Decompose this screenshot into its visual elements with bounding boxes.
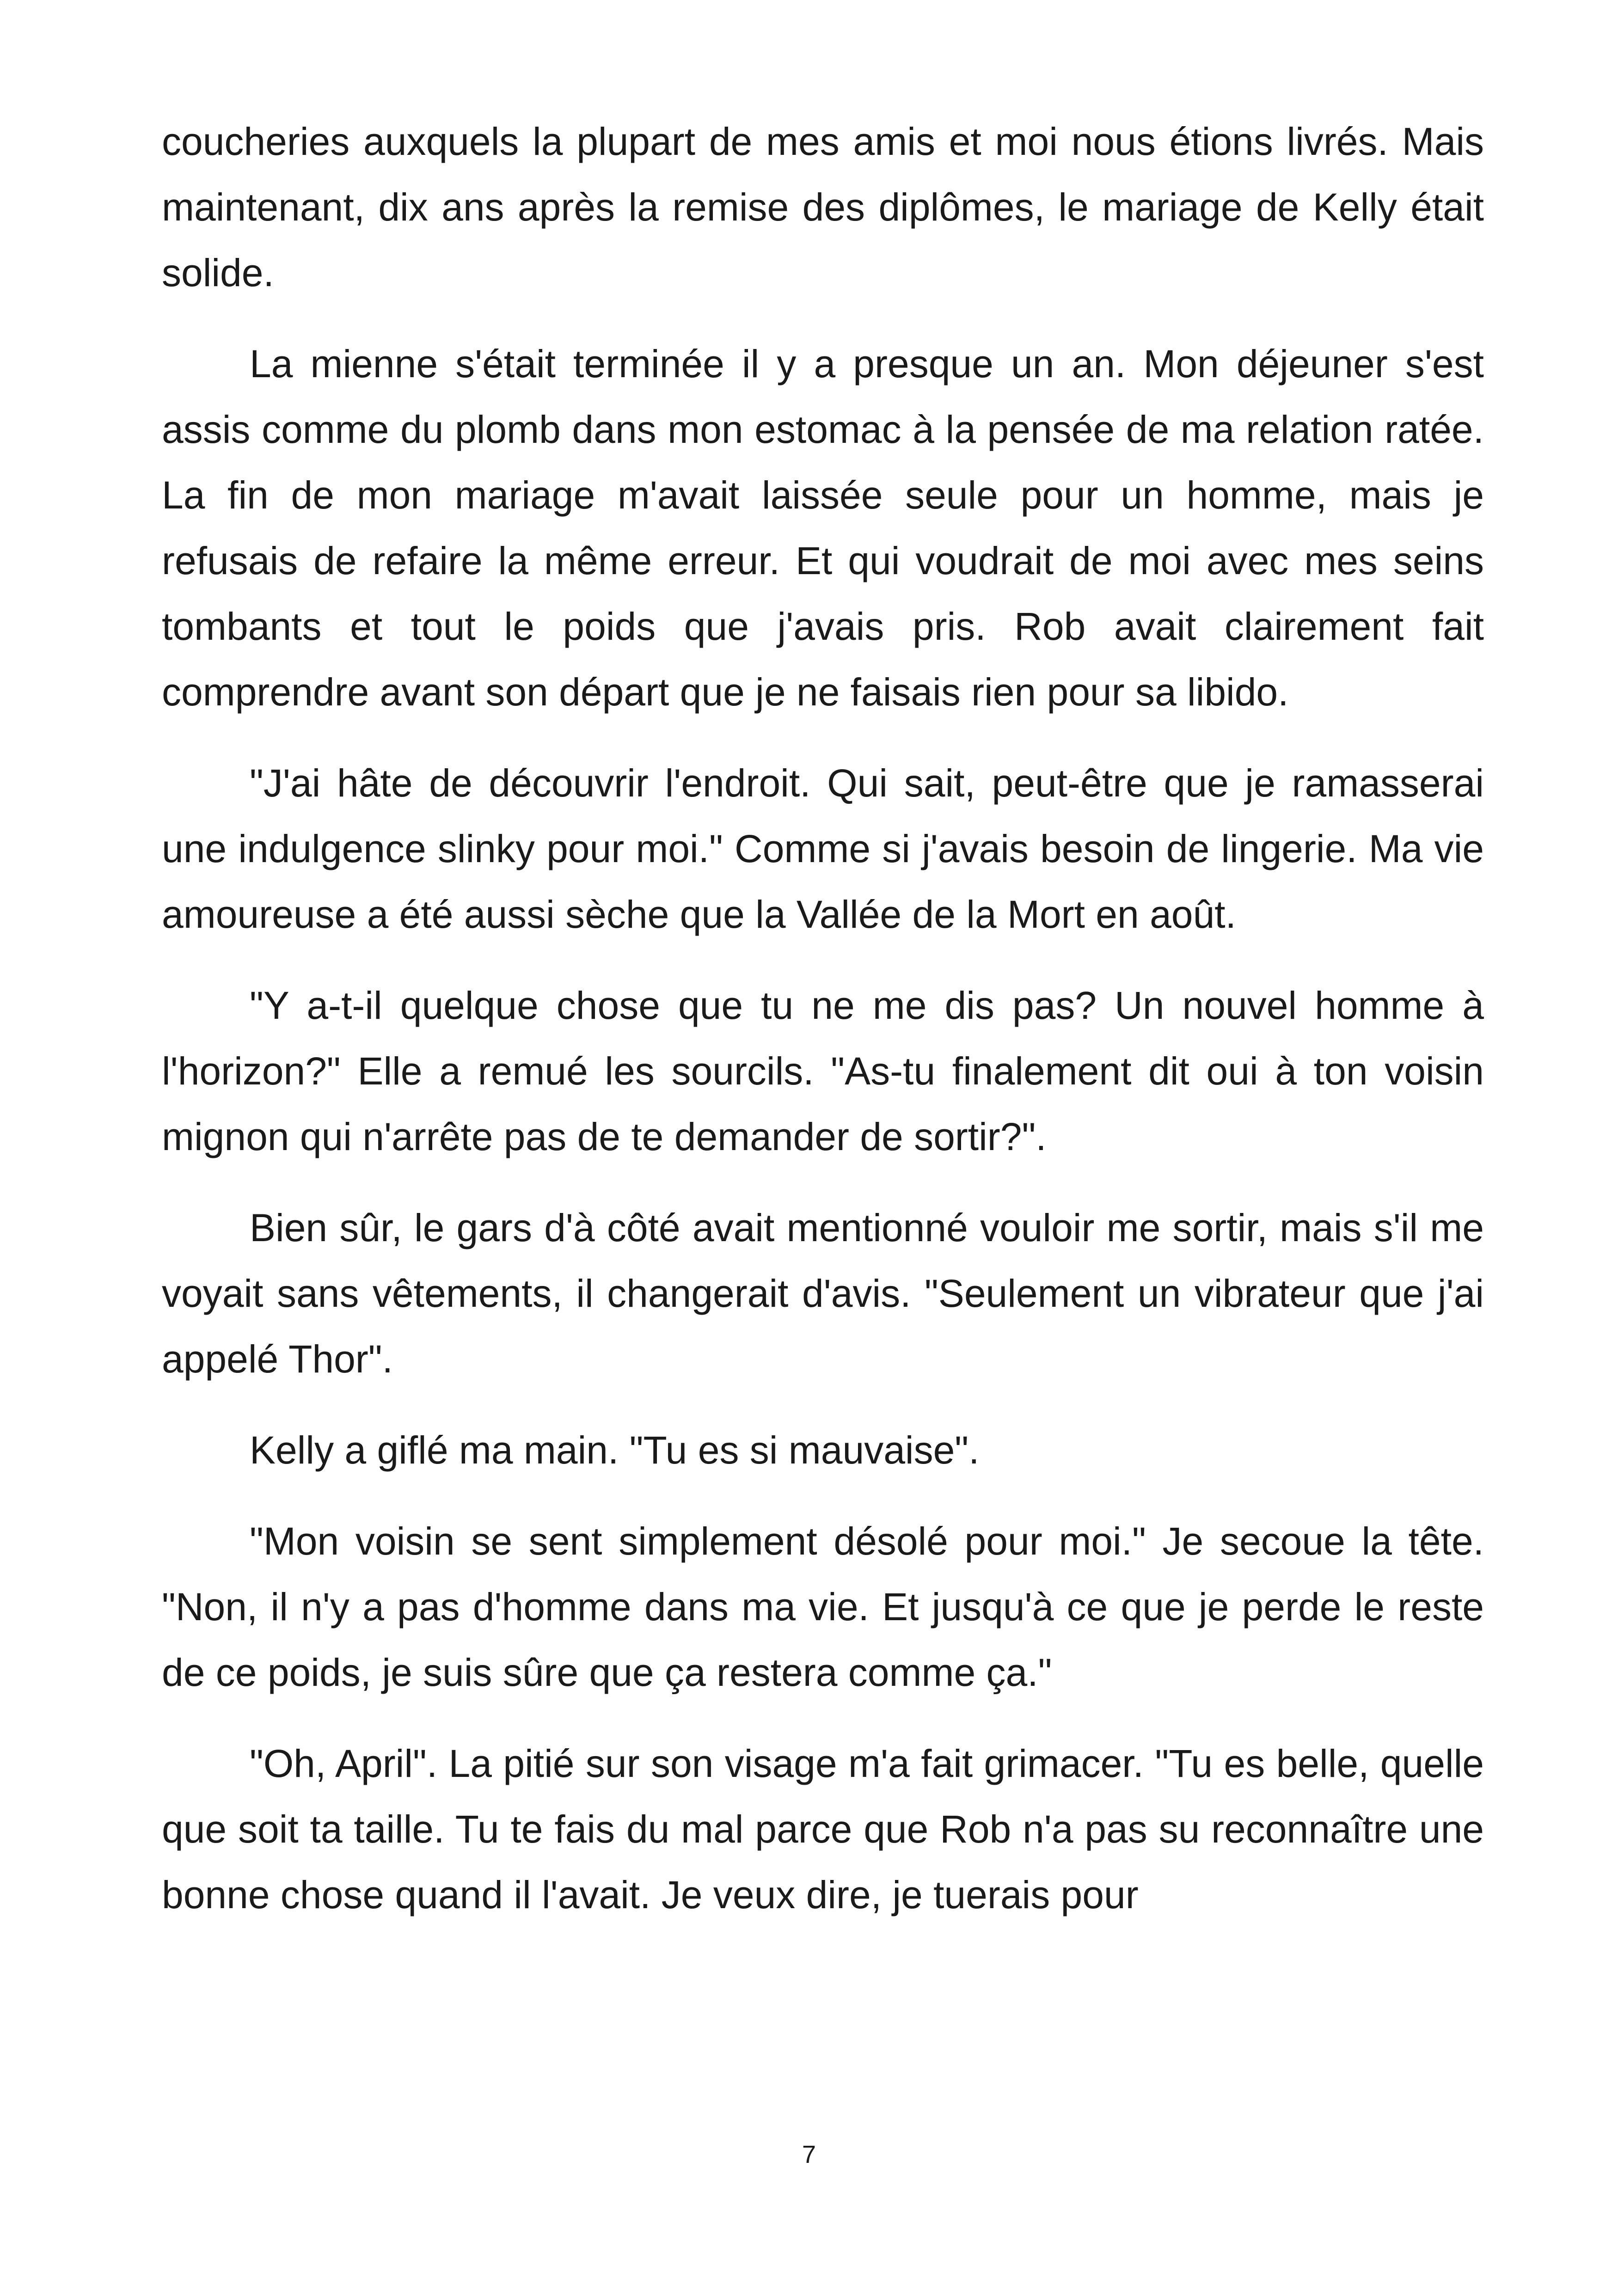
paragraph-4: "Y a-t-il quelque chose que tu ne me dis pas? Un nouvel homme à l'horizon?" Elle a remué les sourcils. "As-tu finalement dit oui à ton voisin mignon qui n'arrête pas de te demander de sortir?". [162, 984, 1484, 1158]
paragraph-6: Kelly a giflé ma main. "Tu es si mauvaise". [250, 1428, 980, 1472]
paragraph-2: La mienne s'était terminée il y a presque un an. Mon déjeuner s'est assis comme du plomb dans mon estomac à la pensée de ma relation ratée. La fin de mon mariage m'avait laissée seule pour un homme, mais je refusais de refaire la même erreur. Et qui voudrait de moi avec mes seins tombants et tout le poids que j'avais pris. Rob avait clairement fait comprendre avant son départ que je ne faisais rien pour sa libido. [162, 342, 1484, 714]
paragraph-5: Bien sûr, le gars d'à côté avait mentionné vouloir me sortir, mais s'il me voyait sans vêtements, il changerait d'avis. "Seulement un vibrateur que j'ai appelé Thor". [162, 1206, 1484, 1381]
page-body [162, 109, 1484, 1928]
paragraph-3: "J'ai hâte de découvrir l'endroit. Qui sait, peut-être que je ramasserai une indulgence slinky pour moi." Comme si j'avais besoin de lingerie. Ma vie amoureuse a été aussi sèche que la Vallée de la Mort en août. [162, 761, 1484, 936]
page-number: 7 [802, 2141, 816, 2168]
paragraph-1: coucheries auxquels la plupart de mes amis et moi nous étions livrés. Mais maintenant, dix ans après la remise des diplômes, le mariage de Kelly était solide. [162, 120, 1484, 294]
paragraph-7: "Mon voisin se sent simplement désolé pour moi." Je secoue la tête. "Non, il n'y a pas d'homme dans ma vie. Et jusqu'à ce que je perde le reste de ce poids, je suis sûre que ça restera comme ça." [162, 1519, 1484, 1694]
paragraph-8: "Oh, April". La pitié sur son visage m'a fait grimacer. "Tu es belle, quelle que soit ta taille. Tu te fais du mal parce que Rob n'a pas su reconnaître une bonne chose quand il l'avait. Je veux dire, je tuerais pour [162, 1742, 1484, 1916]
